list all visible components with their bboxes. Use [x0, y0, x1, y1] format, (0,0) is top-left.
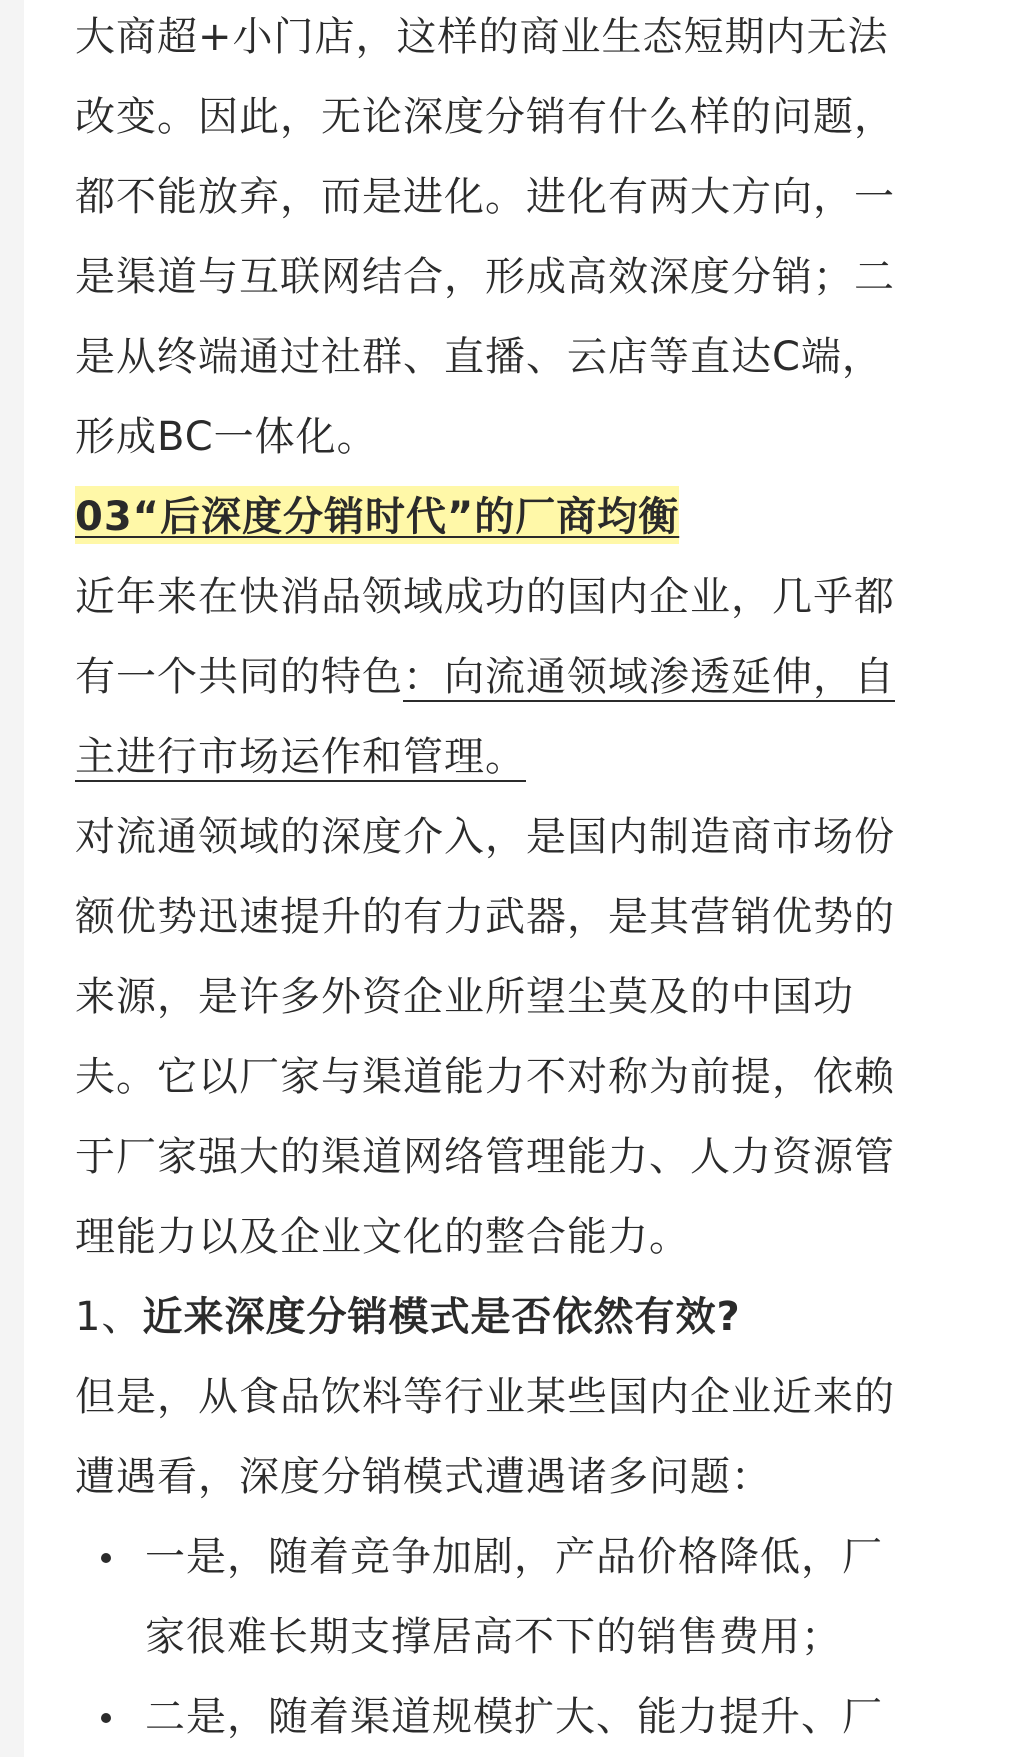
plain-text: 有一个共同的特色: [75, 654, 403, 700]
paragraph-line: 大商超+小门店，这样的商业生态短期内无法: [75, 14, 889, 60]
question-number: 1、: [75, 1294, 143, 1340]
list-item: [75, 1677, 975, 1757]
paragraph-line: 但是，从食品饮料等行业某些国内企业近来的: [75, 1374, 895, 1420]
paragraph-line: 改变。因此，无论深度分销有什么样的问题，: [75, 94, 895, 140]
paragraph-line: 于厂家强大的渠道网络管理能力、人力资源管: [75, 1134, 895, 1180]
paragraph-line: 遭遇看，深度分销模式遭遇诸多问题：: [75, 1454, 772, 1500]
list-item-line: 家很难长期支撑居高不下的销售费用；: [145, 1614, 842, 1660]
paragraph-line-mixed: [75, 637, 975, 717]
paragraph-line: 近年来在快消品领域成功的国内企业，几乎都: [75, 574, 895, 620]
question-text: 近来深度分销模式是否依然有效?: [142, 1294, 741, 1340]
paragraph-deep-intervention: [75, 797, 975, 1277]
section-heading: 03“后深度分销时代”的厂商均衡: [75, 486, 679, 544]
section-heading-row: [75, 477, 975, 557]
paragraph-line: 夫。它以厂家与渠道能力不对称为前提，依赖: [75, 1054, 895, 1100]
underlined-text: 主进行市场运作和管理。: [75, 734, 526, 780]
paragraph-line: 是渠道与互联网结合，形成高效深度分销；二: [75, 254, 895, 300]
problem-list: [75, 1517, 975, 1757]
list-item-line: 二是，随着渠道规模扩大、能力提升、厂: [145, 1694, 883, 1740]
paragraph-line: 来源，是许多外资企业所望尘莫及的中国功: [75, 974, 854, 1020]
paragraph-line: 是从终端通过社群、直播、云店等直达C端，: [75, 334, 883, 380]
list-item: [75, 1517, 975, 1677]
paragraph-success-feature: [75, 557, 975, 797]
paragraph-line: 对流通领域的深度介入，是国内制造商市场份: [75, 814, 895, 860]
question-heading: [75, 1277, 975, 1357]
list-item-line: 一是，随着竞争加剧，产品价格降低，厂: [145, 1534, 883, 1580]
article-body: [75, 0, 975, 1757]
paragraph-line: 额优势迅速提升的有力武器，是其营销优势的: [75, 894, 895, 940]
paragraph-line: 形成BC一体化。: [75, 414, 378, 460]
page-margin-strip: [0, 0, 24, 1757]
paragraph-problems-intro: [75, 1357, 975, 1517]
paragraph-line: [75, 717, 975, 797]
underlined-text: ：向流通领域渗透延伸，自: [403, 654, 895, 700]
paragraph-ecosystem: [75, 0, 975, 477]
paragraph-line: 都不能放弃，而是进化。进化有两大方向，一: [75, 174, 895, 220]
paragraph-line: 理能力以及企业文化的整合能力。: [75, 1214, 690, 1260]
